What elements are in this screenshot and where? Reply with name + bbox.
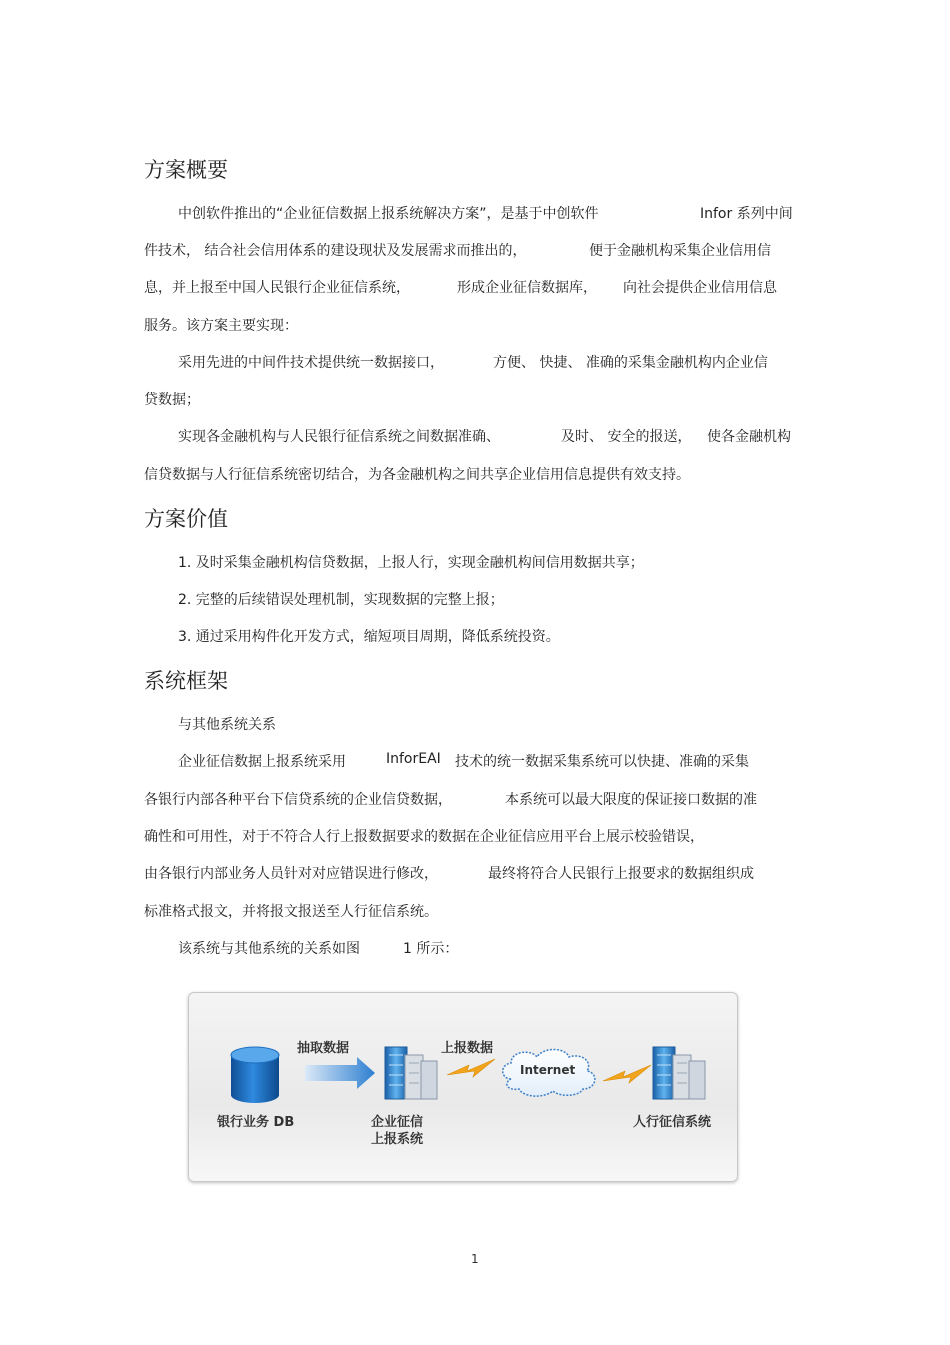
- section-title-framework: 系统框架: [144, 669, 228, 693]
- extract-data-label: 抽取数据: [297, 1041, 350, 1056]
- enterprise-system-label-1: 企业征信: [371, 1115, 424, 1130]
- section-title-value: 方案价值: [144, 507, 228, 531]
- framework-line-2b: 本系统可以最大限度的保证接口数据的准: [505, 792, 757, 808]
- framework-line-1c: 技术的统一数据采集系统可以快捷、准确的采集: [455, 754, 749, 770]
- framework-line-2a: 各银行内部各种平台下信贷系统的企业信贷数据，: [144, 792, 452, 808]
- framework-line-4b: 最终将符合人民银行上报要求的数据组织成: [488, 866, 754, 882]
- overview-line-3c: 向社会提供企业信用信息: [623, 280, 777, 296]
- pboc-system-label: 人行征信系统: [633, 1115, 712, 1130]
- framework-line-6a: 该系统与其他系统的关系如图: [178, 941, 360, 957]
- bank-db-icon: [231, 1047, 279, 1103]
- overview-line-7c: 使各金融机构: [707, 429, 791, 445]
- enterprise-server-icon: [385, 1047, 437, 1099]
- enterprise-system-label-2: 上报系统: [371, 1132, 424, 1147]
- framework-line-1a: 企业征信数据上报系统采用: [178, 754, 346, 770]
- overview-line-4: 服务。该方案主要实现：: [144, 318, 298, 334]
- extract-arrow-icon: [305, 1057, 375, 1089]
- framework-line-3: 确性和可用性，对于不符合人行上报数据要求的数据在企业征信应用平台上展示校验错误，: [144, 829, 704, 845]
- section-title-overview: 方案概要: [144, 158, 228, 182]
- bank-db-label: 银行业务 DB: [217, 1115, 295, 1130]
- pboc-server-icon: [653, 1047, 705, 1099]
- overview-line-1a: 中创软件推出的“企业征信数据上报系统解决方案”，是基于中创软件: [178, 206, 599, 222]
- overview-line-2a: 件技术， 结合社会信用体系的建设现状及发展需求而推出的，: [144, 243, 527, 259]
- overview-line-8: 信贷数据与人行征信系统密切结合，为各金融机构之间共享企业信用信息提供有效支持。: [144, 467, 690, 483]
- framework-subtitle: 与其他系统关系: [178, 717, 276, 733]
- diagram-graphics: [189, 993, 737, 1181]
- overview-line-5b: 方便、 快捷、 准确的采集金融机构内企业信: [493, 355, 768, 371]
- overview-line-1b: Infor 系列中间: [700, 206, 793, 222]
- framework-line-1b: InforEAI: [386, 751, 441, 767]
- page-number: 1: [471, 1252, 479, 1266]
- lightning-bolt-icon: [447, 1059, 495, 1077]
- overview-line-7a: 实现各金融机构与人民银行征信系统之间数据准确、: [178, 429, 500, 445]
- lightning-bolt-icon-2: [603, 1065, 651, 1083]
- overview-line-6: 贷数据；: [144, 392, 200, 408]
- value-item-2: 2. 完整的后续错误处理机制，实现数据的完整上报；: [178, 592, 504, 608]
- overview-line-3a: 息，并上报至中国人民银行企业征信系统，: [144, 280, 410, 296]
- overview-line-3b: 形成企业征信数据库，: [457, 280, 597, 296]
- value-item-1: 1. 及时采集金融机构信贷数据，上报人行，实现金融机构间信用数据共享；: [178, 555, 644, 571]
- framework-line-6b: 1 所示：: [403, 941, 459, 957]
- framework-line-5: 标准格式报文，并将报文报送至人行征信系统。: [144, 904, 438, 920]
- overview-line-7b: 及时、 安全的报送，: [561, 429, 692, 445]
- value-item-3: 3. 通过采用构件化开发方式，缩短项目周期，降低系统投资。: [178, 629, 560, 645]
- overview-line-5a: 采用先进的中间件技术提供统一数据接口，: [178, 355, 444, 371]
- overview-line-2b: 便于金融机构采集企业信用信: [589, 243, 771, 259]
- internet-label: Internet: [520, 1063, 576, 1077]
- system-relationship-diagram: [188, 992, 738, 1182]
- framework-line-4a: 由各银行内部业务人员针对对应错误进行修改，: [144, 866, 438, 882]
- report-data-label: 上报数据: [441, 1041, 494, 1056]
